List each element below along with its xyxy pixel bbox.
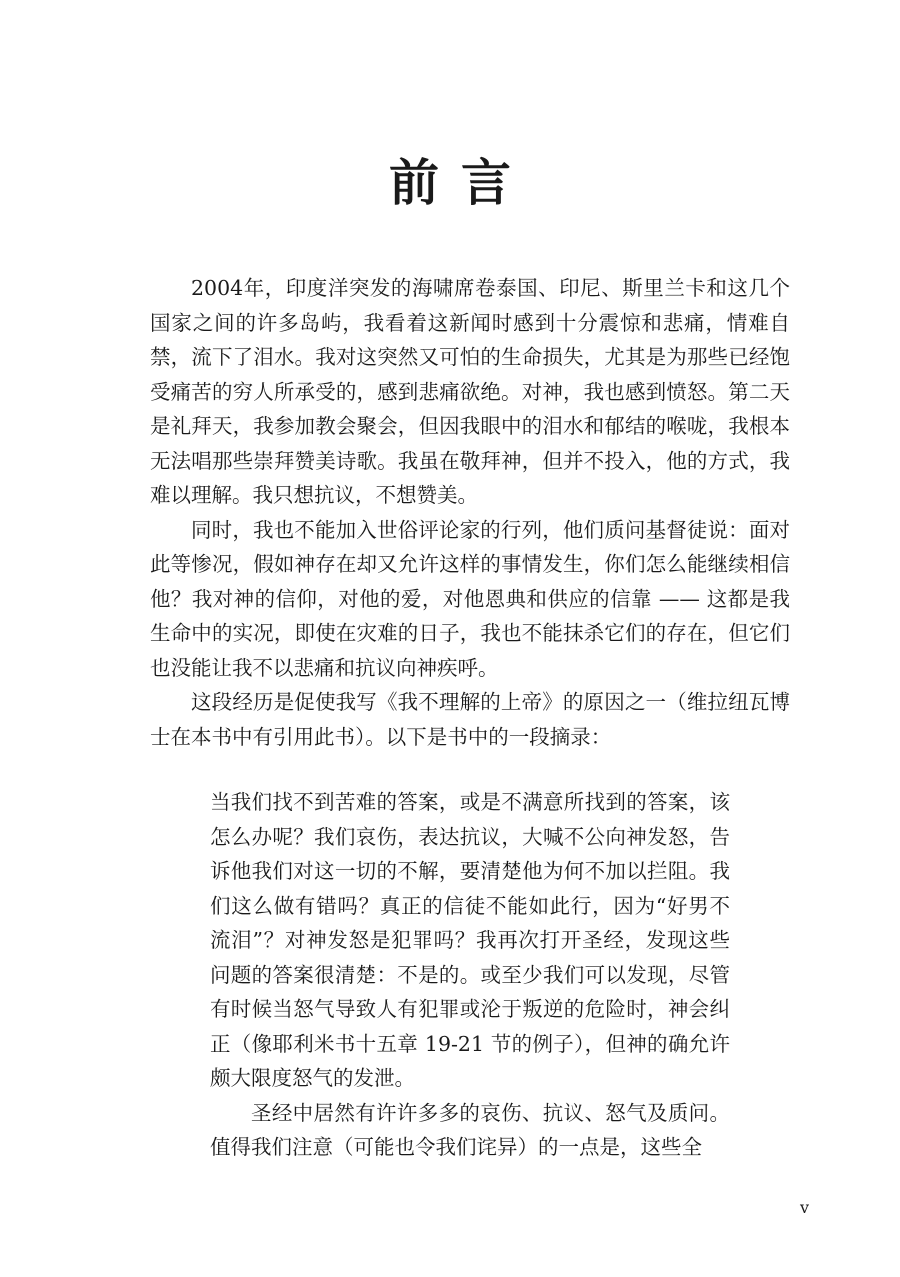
page-number: v	[799, 1198, 809, 1217]
paragraph-2: 同时，我也不能加入世俗评论家的行列，他们质问基督徒说：面对此等惨况，假如神存在却又允许这样的事情发生，你们怎么能继续相信他？我对神的信仰，对他的爱，对他恩典和供应的信靠 —— 这都是我生命中的实况，即使在灾难的日子，我也不能抹杀它们的存在，但它们也没能让我不以悲痛和抗议向神疾呼。	[150, 517, 790, 680]
quote-paragraph-1: 当我们找不到苦难的答案，或是不满意所找到的答案，该怎么办呢？我们哀伤，表达抗议，大喊不公向神发怒，告诉他我们对这一切的不解，要清楚他为何不加以拦阻。我们这么做有错吗？真正的信徒不能如此行，因为“好男不流泪”？对神发怒是犯罪吗？我再次打开圣经，发现这些问题的答案很清楚：不是的。或至少我们可以发现，尽管有时候当怒气导致人有犯罪或沦于叛逆的危险时，神会纠正（像耶利米书十五章 19-21 节的例子），但神的确允许颇大限度怒气的发泄。	[210, 790, 730, 1090]
paragraph-3: 这段经历是促使我写《我不理解的上帝》的原因之一（维拉纽瓦博士在本书中有引用此书）。以下是书中的一段摘录：	[150, 690, 790, 749]
page-title: 前言	[389, 153, 533, 212]
main-text	[150, 271, 790, 754]
paragraph-1: 2004年，印度洋突发的海啸席卷泰国、印尼、斯里兰卡和这几个国家之间的许多岛屿，我看着这新闻时感到十分震惊和悲痛，情难自禁，流下了泪水。我对这突然又可怕的生命损失，尤其是为那些已经饱受痛苦的穷人所承受的，感到悲痛欲绝。对神，我也感到愤怒。第二天是礼拜天，我参加教会聚会，但因我眼中的泪水和郁结的喉咙，我根本无法唱那些崇拜赞美诗歌。我虽在敬拜神，但并不投入，他的方式，我难以理解。我只想抗议，不想赞美。	[150, 276, 790, 507]
block-quote	[210, 785, 730, 1165]
quote-paragraph-2: 圣经中居然有许许多多的哀伤、抗议、怒气及质问。值得我们注意（可能也令我们诧异）的一点是，这些全	[210, 1100, 730, 1159]
